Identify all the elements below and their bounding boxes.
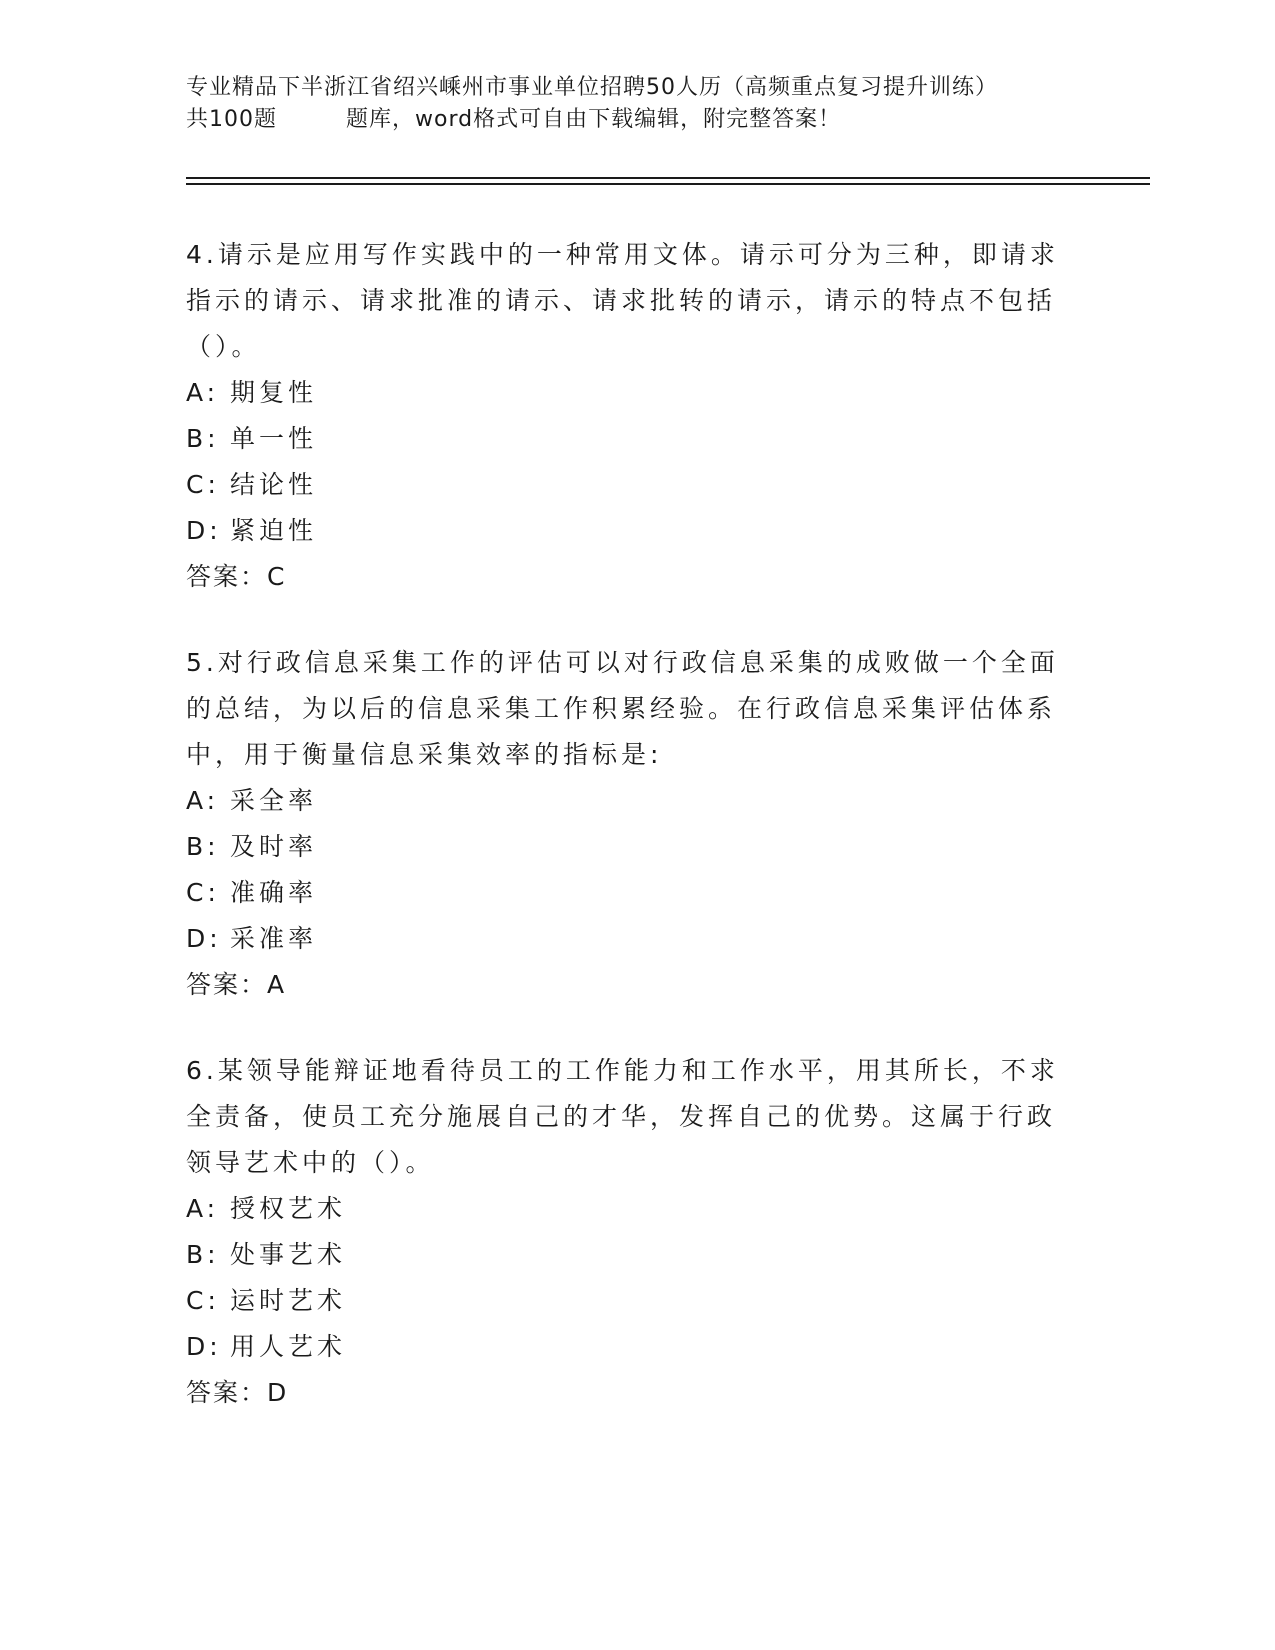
option-key: A: bbox=[186, 1194, 220, 1223]
option-key: D: bbox=[186, 1332, 222, 1361]
option-key: B: bbox=[186, 1240, 220, 1269]
question-text: 4.请示是应用写作实践中的一种常用文体。请示可分为三种，即请求指示的请示、请求批准的请示、请求批转的请示，请示的特点不包括（）。 bbox=[186, 240, 1059, 361]
question-count: 共100题 bbox=[186, 107, 277, 132]
option-text: 期复性 bbox=[230, 378, 318, 407]
option-a bbox=[186, 778, 1066, 824]
question-text: 5.对行政信息采集工作的评估可以对行政信息采集的成败做一个全面的总结，为以后的信息采集工作积累经验。在行政信息采集评估体系中，用于衡量信息采集效率的指标是: bbox=[186, 648, 1059, 769]
header-description: 题库，word格式可自由下载编辑，附完整答案！ bbox=[346, 107, 842, 132]
option-key: C: bbox=[186, 1286, 220, 1315]
option-text: 采准率 bbox=[230, 924, 318, 953]
option-b bbox=[186, 416, 1066, 462]
option-text: 及时率 bbox=[230, 832, 318, 861]
option-text: 授权艺术 bbox=[230, 1194, 347, 1223]
option-text: 单一性 bbox=[230, 424, 318, 453]
option-d bbox=[186, 1324, 1066, 1370]
option-text: 准确率 bbox=[230, 878, 318, 907]
option-key: C: bbox=[186, 878, 220, 907]
option-c bbox=[186, 462, 1066, 508]
option-d bbox=[186, 916, 1066, 962]
header-divider-bottom bbox=[186, 183, 1150, 185]
option-key: B: bbox=[186, 424, 220, 453]
option-b bbox=[186, 824, 1066, 870]
option-text: 用人艺术 bbox=[230, 1332, 347, 1361]
option-text: 处事艺术 bbox=[230, 1240, 347, 1269]
answer-line bbox=[186, 962, 1066, 1008]
header-divider-top bbox=[186, 177, 1150, 179]
answer-line bbox=[186, 1370, 1066, 1416]
option-a bbox=[186, 370, 1066, 416]
option-text: 采全率 bbox=[230, 786, 318, 815]
option-key: B: bbox=[186, 832, 220, 861]
question-item bbox=[186, 232, 1066, 600]
option-key: D: bbox=[186, 924, 222, 953]
question-text: 6.某领导能辩证地看待员工的工作能力和工作水平，用其所长，不求全责备，使员工充分施展自己的才华，发挥自己的优势。这属于行政领导艺术中的（）。 bbox=[186, 1056, 1059, 1177]
answer-label: 答案： bbox=[186, 970, 268, 999]
option-b bbox=[186, 1232, 1066, 1278]
option-key: A: bbox=[186, 378, 220, 407]
option-text: 紧迫性 bbox=[230, 516, 318, 545]
answer-label: 答案： bbox=[186, 562, 268, 591]
option-c bbox=[186, 1278, 1066, 1324]
option-text: 运时艺术 bbox=[230, 1286, 347, 1315]
answer-label: 答案： bbox=[186, 1378, 268, 1407]
answer-value: D bbox=[267, 1378, 289, 1407]
answer-value: A bbox=[267, 970, 287, 999]
option-text: 结论性 bbox=[230, 470, 318, 499]
question-item bbox=[186, 1048, 1066, 1416]
header-title: 专业精品下半浙江省绍兴嵊州市事业单位招聘50人历（高频重点复习提升训练） bbox=[186, 75, 998, 100]
option-key: D: bbox=[186, 516, 222, 545]
option-d bbox=[186, 508, 1066, 554]
answer-value: C bbox=[267, 562, 287, 591]
header-subtitle bbox=[186, 104, 1086, 136]
question-item bbox=[186, 640, 1066, 1008]
option-c bbox=[186, 870, 1066, 916]
option-key: C: bbox=[186, 470, 220, 499]
answer-line bbox=[186, 554, 1066, 600]
option-key: A: bbox=[186, 786, 220, 815]
document-header bbox=[186, 72, 1086, 136]
option-a bbox=[186, 1186, 1066, 1232]
